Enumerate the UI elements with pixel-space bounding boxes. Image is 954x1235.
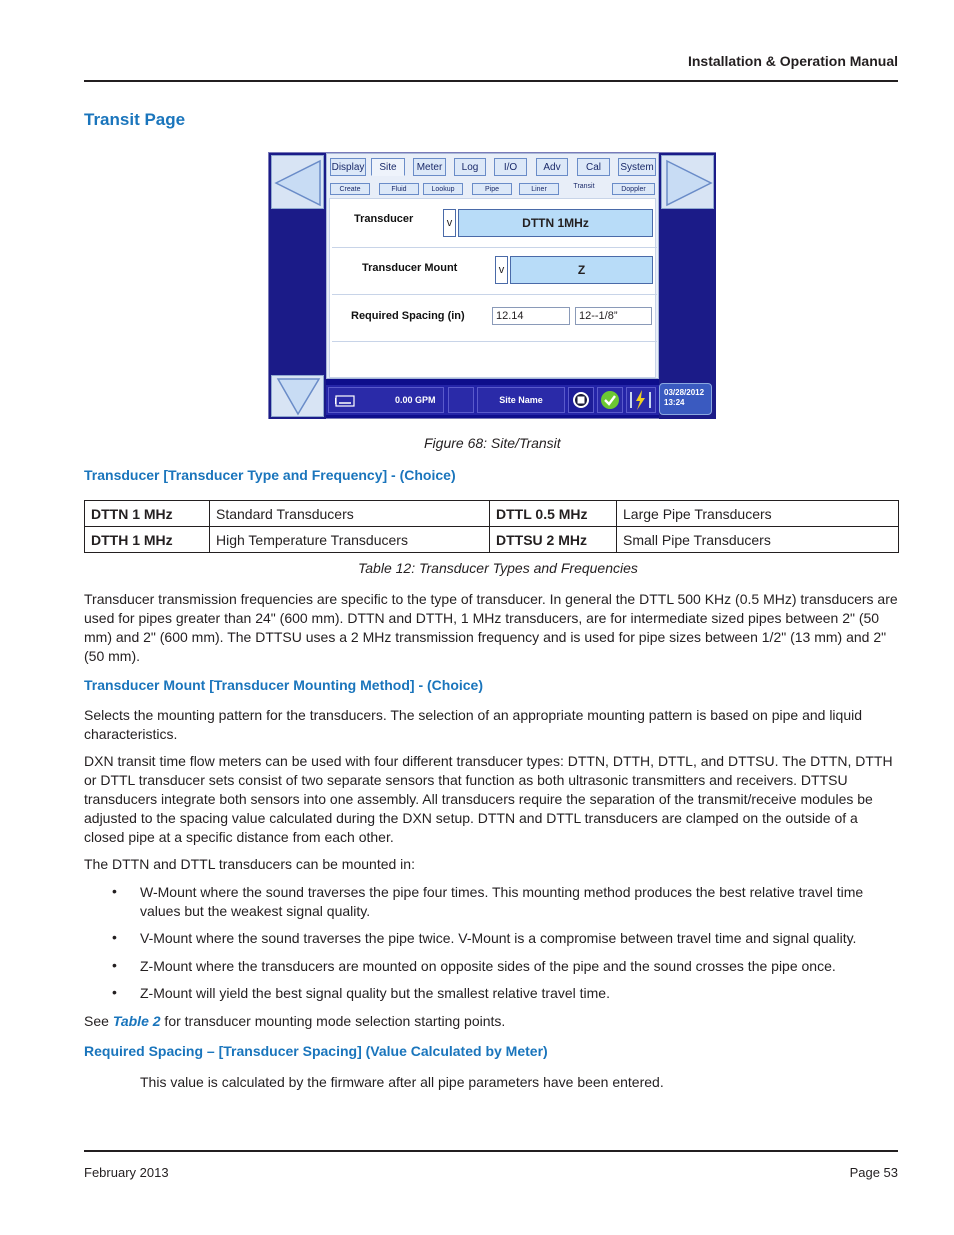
transit-settings-content: [329, 198, 656, 378]
paragraph: This value is calculated by the firmware after all pipe parameters have been entered.: [140, 1074, 664, 1090]
table-cell: High Temperature Transducers: [210, 527, 490, 553]
list-item: W-Mount where the sound traverses the pipe four times. This mounting method produces the best relative travel time values but the weakest signal quality.: [140, 884, 864, 919]
bullet-marker: •: [112, 929, 117, 945]
bullet-marker: •: [112, 984, 117, 1000]
date-text: 03/28/2012: [664, 388, 705, 397]
paragraph: Selects the mounting pattern for the transducers. The selection of an appropriate mounting pattern is based on pipe and liquid characteristics.: [84, 707, 863, 742]
mount-dropdown-toggle[interactable]: v: [495, 256, 508, 284]
list-item: Z-Mount where the transducers are mounted on opposite sides of the pipe and the sound crosses the pipe once.: [140, 958, 836, 974]
table-cell: Small Pipe Transducers: [617, 527, 899, 553]
table-row: [85, 527, 899, 553]
left-nav-bar: [269, 153, 326, 419]
table-row: [85, 501, 899, 527]
subtab-fluid[interactable]: Fluid: [379, 183, 419, 195]
required-spacing-label: Required Spacing (in): [351, 310, 465, 322]
figure-caption: Figure 68: Site/Transit: [424, 435, 561, 451]
spacing-decimal-field: 12.14: [492, 307, 570, 325]
settings-panel: [326, 153, 659, 379]
subheading-transducer: Transducer [Transducer Type and Frequency] - (Choice): [84, 467, 456, 483]
transducer-types-table: [84, 500, 899, 553]
table-cell: Large Pipe Transducers: [617, 501, 899, 527]
tab-adv[interactable]: Adv: [536, 158, 568, 176]
status-bar: [326, 385, 659, 415]
subtab-lookup[interactable]: Lookup: [423, 183, 463, 195]
see-suffix: for transducer mounting mode selection starting points.: [160, 1013, 506, 1029]
date-time-display: [659, 383, 712, 415]
triangle-right-icon: [662, 156, 715, 210]
table-cell: DTTN 1 MHz: [85, 501, 210, 527]
table-cell: DTTSU 2 MHz: [490, 527, 617, 553]
footer-rule: [84, 1150, 898, 1152]
list-item: V-Mount where the sound traverses the pipe twice. V-Mount is a compromise between travel time and signal quality.: [140, 930, 857, 946]
subtab-transit[interactable]: Transit: [573, 183, 595, 190]
tab-site[interactable]: Site: [371, 158, 405, 176]
checkmark-icon: [598, 388, 622, 412]
right-nav-bar: [659, 153, 716, 419]
paragraph: The DTTN and DTTL transducers can be mounted in:: [84, 856, 415, 872]
forward-button[interactable]: [661, 155, 714, 209]
back-button[interactable]: [271, 155, 324, 209]
transducer-mount-select[interactable]: Z: [510, 256, 653, 284]
see-prefix: See: [84, 1013, 113, 1029]
subtab-create[interactable]: Create: [330, 183, 370, 195]
site-name-readout: Site Name: [477, 387, 565, 413]
row-divider: [332, 294, 657, 295]
battery-icon: [335, 394, 357, 408]
list-item: Z-Mount will yield the best signal quality but the smallest relative travel time.: [140, 985, 610, 1001]
section-title: Transit Page: [84, 110, 186, 129]
table-2-link[interactable]: Table 2: [112, 1013, 161, 1029]
tab-cal[interactable]: Cal: [577, 158, 610, 176]
transducer-dropdown-toggle[interactable]: v: [443, 209, 456, 237]
status-ok-indicator: [597, 387, 623, 413]
transducer-mount-label: Transducer Mount: [362, 262, 458, 274]
subheading-required-spacing: Required Spacing – [Transducer Spacing] (Value Calculated by Meter): [84, 1043, 548, 1059]
paragraph: Transducer transmission frequencies are specific to the type of transducer. In general the DTTL 500 KHz (0.5 MHz) transducers are used for pipes greater than 24" (600 mm). DTTN and DTTH, 1 MHz transducers, are for intermediate sized pipes between 2" (50 mm) and 2" (600 mm). The DTTSU uses a 2 MHz transmission frequency and is used for pipe sizes between 1/2" (13 mm) and 2" (50 mm).: [84, 591, 898, 664]
row-divider: [332, 341, 657, 342]
tab-io[interactable]: I/O: [494, 158, 527, 176]
paragraph: DXN transit time flow meters can be used with four different transducer types: DTTN, DTTH, DTTL, and DTTSU. The DTTN, DTTH or DTTL transducer sets consist of two separate sensors that function as both ultrasonic transmitters and receivers. DTTSU transducers integrate both sensors into one assembly. All transducers require the separation of the transmit/receive modules be adjusted to the spacing value calculated during the DXN setup. DTTN and DTTL transducers are clamped on the outside of a closed pipe at a specific distance from each other.: [84, 753, 893, 845]
bullet-marker: •: [112, 957, 117, 973]
bullet-marker: •: [112, 883, 117, 899]
footer-date: February 2013: [84, 1165, 169, 1180]
status-blank-box: [448, 387, 474, 413]
subtab-liner[interactable]: Liner: [519, 183, 559, 195]
table-cell: DTTH 1 MHz: [85, 527, 210, 553]
subheading-transducer-mount: Transducer Mount [Transducer Mounting Method] - (Choice): [84, 677, 483, 693]
lightning-icon: [627, 388, 655, 412]
power-indicator: [626, 387, 656, 413]
tab-log[interactable]: Log: [454, 158, 486, 176]
spacing-fraction-field: 12--1/8”: [575, 307, 652, 325]
flow-readout: [328, 387, 444, 413]
tab-display[interactable]: Display: [330, 158, 366, 176]
time-text: 13:24: [664, 398, 685, 407]
flow-value: 0.00 GPM: [395, 395, 436, 405]
subtab-pipe[interactable]: Pipe: [472, 183, 512, 195]
tab-system[interactable]: System: [618, 158, 656, 176]
subtab-doppler[interactable]: Doppler: [612, 183, 655, 195]
transducer-select[interactable]: DTTN 1MHz: [458, 209, 653, 237]
table-cell: DTTL 0.5 MHz: [490, 501, 617, 527]
see-table-paragraph: [84, 1012, 899, 1031]
stop-button[interactable]: [568, 387, 594, 413]
row-divider: [332, 247, 657, 248]
triangle-down-icon: [272, 376, 325, 418]
tab-meter[interactable]: Meter: [413, 158, 446, 176]
stop-icon: [569, 388, 593, 412]
triangle-left-icon: [272, 156, 325, 210]
header-rule: [84, 80, 898, 82]
device-screenshot: [268, 152, 716, 419]
table-cell: Standard Transducers: [210, 501, 490, 527]
table-caption: Table 12: Transducer Types and Frequencies: [358, 560, 638, 576]
scroll-down-button[interactable]: [271, 375, 324, 417]
running-header: Installation & Operation Manual: [687, 53, 898, 69]
page-number: Page 53: [849, 1165, 898, 1180]
transducer-label: Transducer: [354, 213, 414, 225]
